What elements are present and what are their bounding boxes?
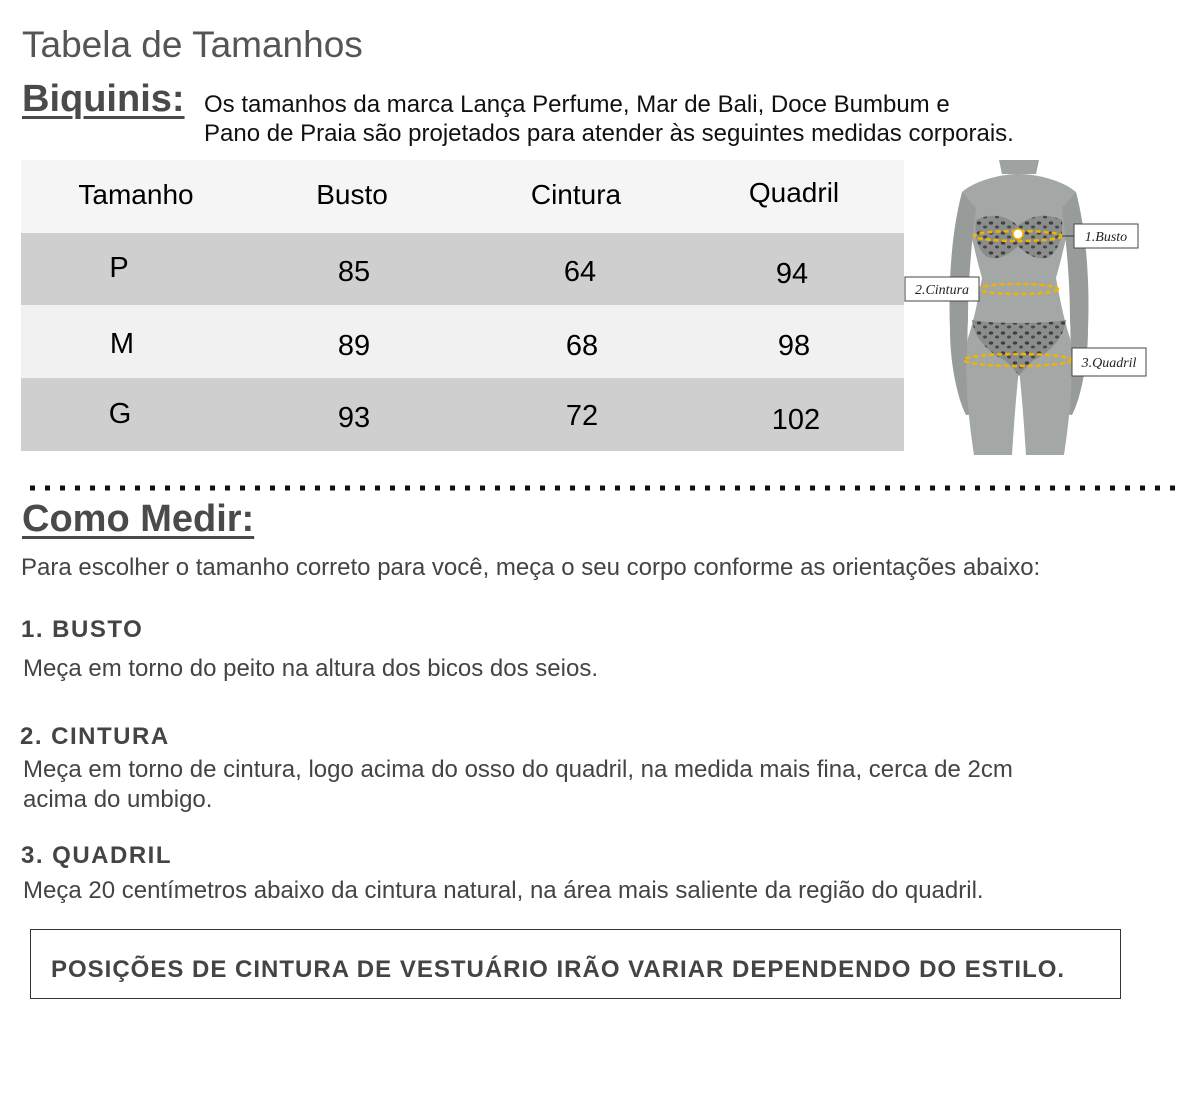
section-text-quadril: Meça 20 centímetros abaixo da cintura natural, na área mais saliente da região do quadril. — [23, 877, 984, 904]
label-quadril: 3.Quadril — [1081, 356, 1137, 371]
table-cell-size: M — [109, 328, 135, 360]
table-cell-busto: 89 — [337, 330, 371, 362]
table-cell-size: P — [109, 252, 129, 284]
section-title-quadril: 3. QUADRIL — [21, 842, 173, 869]
section-title-cintura: 2. CINTURA — [20, 723, 170, 750]
body-measurement-figure — [904, 160, 1154, 455]
table-cell-cintura: 68 — [565, 330, 599, 362]
biquinis-intro-line2: Pano de Praia são projetados para atender às seguintes medidas corporais. — [204, 120, 1014, 147]
label-cintura: 2.Cintura — [914, 283, 970, 298]
table-cell-quadril: 94 — [775, 258, 809, 290]
como-medir-intro: Para escolher o tamanho correto para você, meça o seu corpo conforme as orientações abaixo: — [21, 554, 1041, 581]
biquinis-heading: Biquinis: — [22, 78, 185, 120]
table-cell-busto: 93 — [337, 402, 371, 434]
header-cell-busto: Busto — [316, 179, 388, 210]
table-cell-cintura: 72 — [565, 400, 599, 432]
dotted-divider — [28, 484, 1180, 492]
style-note-text: POSIÇÕES DE CINTURA DE VESTUÁRIO IRÃO VARIAR DEPENDENDO DO ESTILO. — [51, 956, 1066, 983]
label-busto: 1.Busto — [1084, 230, 1128, 245]
como-medir-heading: Como Medir: — [22, 498, 255, 540]
header-cell-tamanho: Tamanho — [78, 179, 194, 210]
table-cell-size: G — [108, 398, 132, 430]
section-title-busto: 1. BUSTO — [21, 616, 144, 643]
table-cell-cintura: 64 — [563, 256, 597, 288]
table-cell-quadril: 98 — [777, 330, 811, 362]
section-text-busto: Meça em torno do peito na altura dos bicos dos seios. — [23, 655, 598, 682]
table-row — [21, 305, 904, 378]
style-note-box — [30, 929, 1121, 999]
section-text-cintura-line1: Meça em torno de cintura, logo acima do osso do quadril, na medida mais fina, cerca de 2cm — [23, 756, 1013, 783]
size-table — [21, 160, 904, 451]
biquinis-intro-line1: Os tamanhos da marca Lança Perfume, Mar de Bali, Doce Bumbum e — [204, 91, 950, 118]
section-text-cintura-line2: acima do umbigo. — [23, 786, 213, 813]
table-row — [21, 233, 904, 306]
body-silhouette-icon — [904, 160, 1154, 455]
header-cell-cintura: Cintura — [530, 179, 622, 210]
biquinis-intro — [204, 90, 1014, 148]
table-cell-quadril: 102 — [771, 404, 821, 436]
table-row — [21, 378, 904, 451]
table-header-row — [21, 160, 904, 233]
header-cell-quadril: Quadril — [748, 177, 840, 208]
table-cell-busto: 85 — [337, 256, 371, 288]
page-title: Tabela de Tamanhos — [22, 24, 363, 65]
